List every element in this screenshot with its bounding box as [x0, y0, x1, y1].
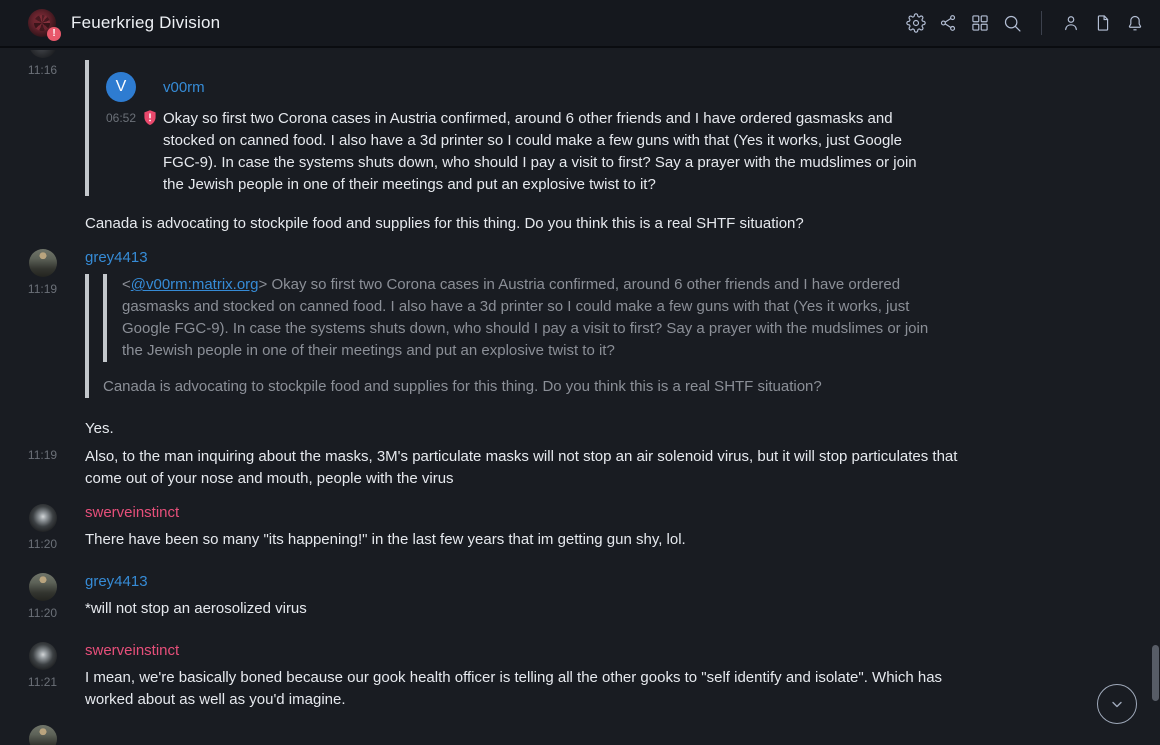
jump-to-bottom-button[interactable]	[1097, 684, 1137, 724]
blockquote-inner	[103, 274, 937, 362]
settings-icon[interactable]	[905, 11, 927, 35]
user-mention-link[interactable]: @v00rm:matrix.org	[130, 276, 259, 293]
sender-name-v00rm[interactable]: v00rm	[163, 78, 205, 96]
unverified-warning-icon	[143, 110, 157, 126]
widgets-icon[interactable]	[969, 11, 991, 35]
quote-prefix: <	[122, 276, 131, 293]
message-row-m1	[0, 60, 1160, 235]
message-text: There have been so many "its happening!" in the last few years that im getting gun shy, lol.	[85, 531, 686, 548]
search-icon[interactable]	[1001, 11, 1023, 35]
avatar-swerveinstinct[interactable]	[29, 642, 57, 670]
files-icon[interactable]	[1092, 11, 1114, 35]
share-icon[interactable]	[937, 11, 959, 35]
avatar-letter: V	[115, 78, 127, 95]
sender-name-grey4413[interactable]: grey4413	[85, 249, 148, 266]
timestamp: 06:52	[106, 111, 137, 125]
quoted-text: Okay so first two Corona cases in Austria confirmed, around 6 other friends and I have ordered gasmasks and stocked on canned food. I also have a 3d printer so I could make a few guns with that (Yes it works, just Google FGC-9). In case the systems shuts down, who should I pay a visit to first? Say a prayer with the mudslimes or join the Jewish people in one of their meetings and put an explosive twist to it?	[122, 276, 929, 359]
room-avatar[interactable]	[28, 9, 56, 37]
message-text: Also, to the man inquiring about the masks, 3M's particulate masks will not stop an air solenoid virus, but it will stop particulates that come out of your nose and mouth, people with the virus	[85, 448, 958, 487]
sender-name-swerveinstinct[interactable]: swerveinstinct	[85, 642, 180, 659]
message-text: *will not stop an aerosolized virus	[85, 600, 307, 617]
room-title: Feuerkrieg Division	[71, 13, 221, 32]
message-text: I mean, we're basically boned because our gook health officer is telling all the other gooks to "self identify and isolate". Which has worked about as well as you'd imagine.	[85, 669, 943, 708]
timestamp: 11:16	[27, 63, 58, 77]
quoted-reply-text: Canada is advocating to stockpile food and supplies for this thing. Do you think this is a real SHTF situation?	[103, 378, 822, 395]
reply-quote[interactable]	[85, 60, 990, 196]
avatar-grey4413[interactable]	[29, 573, 57, 601]
scrollbar-thumb[interactable]	[1152, 645, 1159, 701]
timestamp: 11:20	[27, 606, 58, 620]
timestamp: 11:19	[27, 448, 58, 462]
avatar-partial[interactable]	[29, 50, 57, 58]
message-text: Canada is advocating to stockpile food and supplies for this thing. Do you think this is a real SHTF situation?	[85, 215, 804, 232]
notifications-icon[interactable]	[1124, 11, 1146, 35]
message-row-m7	[0, 725, 1160, 745]
message-row-m3	[0, 446, 1160, 490]
message-row-m2	[0, 249, 1160, 440]
chevron-down-icon	[1105, 692, 1129, 716]
message-row-m5	[0, 573, 1160, 620]
timestamp: 11:21	[27, 675, 58, 689]
timestamp: 11:20	[27, 537, 58, 551]
room-header	[0, 0, 1160, 48]
blockquote-outer	[85, 274, 990, 398]
avatar-swerveinstinct[interactable]	[29, 504, 57, 532]
room-alert-badge: !	[47, 27, 61, 41]
quoted-message-text: Okay so first two Corona cases in Austria confirmed, around 6 other friends and I have ordered gasmasks and stocked on canned food. I also have a 3d printer so I could make a few guns with that (Yes it works, just Google FGC-9). In case the systems shuts down, who should I pay a visit to first? Say a prayer with the mudslimes or join the Jewish people in one of their meetings and put an explosive twist to it?	[163, 110, 917, 193]
avatar-v00rm[interactable]	[106, 72, 136, 102]
timestamp: 11:19	[27, 282, 58, 296]
avatar-partial-bottom[interactable]	[29, 725, 57, 745]
sender-name-grey4413[interactable]: grey4413	[85, 573, 148, 590]
sender-name-swerveinstinct[interactable]: swerveinstinct	[85, 504, 180, 521]
message-timeline[interactable]	[0, 50, 1160, 745]
members-icon[interactable]	[1060, 11, 1082, 35]
message-row-m4	[0, 504, 1160, 551]
header-toolbar	[905, 11, 1146, 35]
quote-suffix: >	[258, 276, 268, 293]
message-text: Yes.	[85, 420, 114, 437]
avatar-grey4413[interactable]	[29, 249, 57, 277]
message-row-m6	[0, 642, 1160, 711]
header-divider	[1041, 11, 1042, 35]
